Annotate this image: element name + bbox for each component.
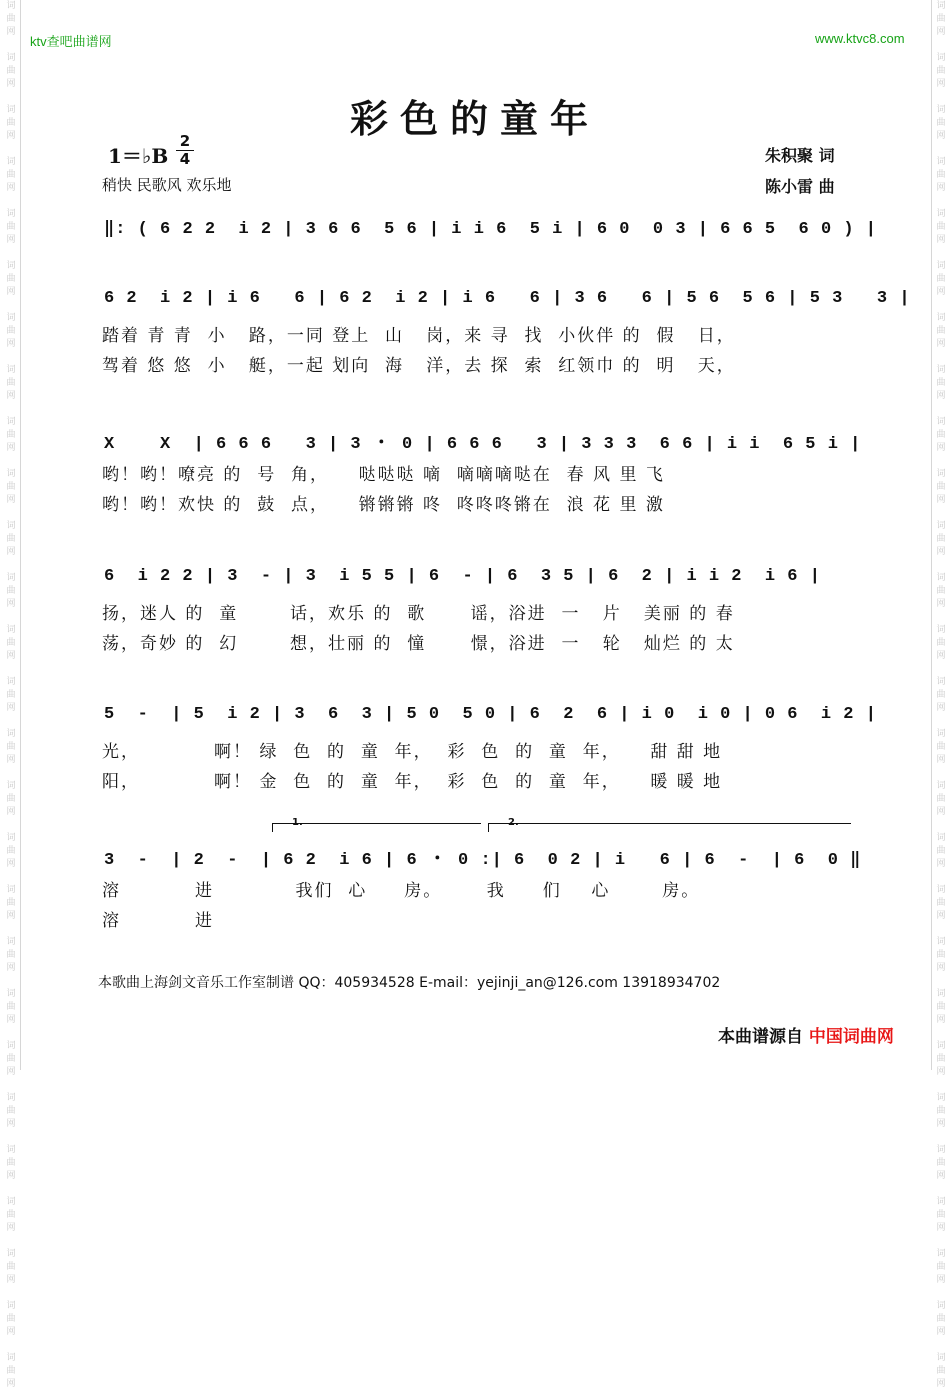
- source-site-link[interactable]: 中国词曲网: [808, 1027, 894, 1047]
- score-notes-system-6: 3 - | 2 - | 6 2 i 6 | 6 ・ 0 :| 6 0 2 | i 6 | 6 - | 6 0 ‖: [104, 851, 862, 870]
- score-notes-system-3: X X | 6 6 6 3 | 3 ・ 0 | 6 6 6 3 | 3 3 3 6 6 | i i 6 5 i |: [104, 435, 862, 454]
- right-side-watermark: 词 曲 网 词 曲 网 词 曲 网 词 曲 网 词 曲 网 词 曲 网 词 曲 网 词 曲 网 词 曲 网 词 曲 网 词 曲 网 词 曲 网 词 曲 网 词 曲 网 词 曲 网 词 曲 网 词 曲 网 词 曲 网 词 曲 网 词 曲 网 词 曲 网 词 曲 网 词 曲 网 词 曲 网 词 曲 网 词 曲 网 词 曲 网: [936, 1, 946, 1389]
- key-signature: 1＝♭B: [108, 144, 169, 168]
- meter-bottom: 4: [179, 150, 191, 168]
- volta-number-2: 2.: [508, 817, 519, 828]
- volta-number-1: 1.: [292, 817, 303, 828]
- site-watermark-right[interactable]: www.ktvc8.com: [815, 31, 905, 46]
- lyrics-verse1-system-5: 光， 啊！ 绿 色 的 童 年， 彩 色 的 童 年， 甜 甜 地: [102, 742, 723, 762]
- lyrics-verse2-system-6: 溶 进: [102, 911, 215, 931]
- score-notes-system-1: ‖: ( 6 2 2 i 2 | 3 6 6 5 6 | i i 6 5 i | 6 0 0 3 | 6 6 5 6 0 ) |: [104, 220, 877, 239]
- lyrics-verse2-system-3: 哟！哟！欢快 的 鼓 点， 锵锵锵 咚 咚咚咚锵在 浪 花 里 激: [102, 495, 665, 515]
- lyrics-verse2-system-5: 阳， 啊！ 金 色 的 童 年， 彩 色 的 童 年， 暖 暖 地: [102, 772, 723, 792]
- song-title: 彩色的童年: [349, 96, 600, 141]
- volta-bracket-2: [488, 823, 851, 832]
- lyrics-verse2-system-4: 荡，奇妙 的 幻 想，壮丽 的 憧 憬，浴进 一 轮 灿烂 的 太: [102, 634, 735, 654]
- lyrics-verse1-system-3: 哟！哟！嘹亮 的 号 角， 哒哒哒 嘀 嘀嘀嘀哒在 春 风 里 飞: [102, 465, 665, 485]
- right-border-line: [931, 0, 932, 1070]
- site-watermark-left[interactable]: ktv查吧曲谱网: [30, 34, 112, 49]
- lyrics-verse1-system-2: 踏着 青 青 小 路，一同 登上 山 岗，来 寻 找 小伙伴 的 假 日，: [102, 326, 736, 346]
- lyrics-verse2-system-2: 驾着 悠 悠 小 艇，一起 划向 海 洋，去 探 索 红领巾 的 明 天，: [102, 356, 736, 376]
- score-notes-system-2: 6 2 i 2 | i 6 6 | 6 2 i 2 | i 6 6 | 3 6 6 | 5 6 5 6 | 5 3 3 |: [104, 289, 911, 308]
- volta-bracket-1: [272, 823, 481, 832]
- time-signature: [176, 134, 194, 167]
- source-label: 本曲谱源自: [718, 1027, 803, 1047]
- meter-top: 2: [179, 132, 191, 150]
- composer-credit: 陈小雷 曲: [765, 177, 835, 196]
- left-border-line: [20, 0, 21, 1070]
- lyrics-verse1-system-4: 扬，迷人 的 童 话，欢乐 的 歌 谣，浴进 一 片 美丽 的 春: [102, 604, 735, 624]
- lyrics-verse1-system-6: 溶 进 我们 心 房。 我 们 心 房。: [102, 881, 701, 901]
- score-notes-system-5: 5 - | 5 i 2 | 3 6 3 | 5 0 5 0 | 6 2 6 | i 0 i 0 | 0 6 i 2 |: [104, 705, 877, 724]
- transcription-credit: 本歌曲上海剑文音乐工作室制谱 QQ：405934528 E-mail：yejinji_an@126.com 13918934702: [98, 975, 721, 991]
- source-attribution: [718, 1022, 894, 1047]
- tempo-marking: 稍快 民歌风 欢乐地: [102, 176, 232, 194]
- left-side-watermark: 词 曲 网 词 曲 网 词 曲 网 词 曲 网 词 曲 网 词 曲 网 词 曲 网 词 曲 网 词 曲 网 词 曲 网 词 曲 网 词 曲 网 词 曲 网 词 曲 网 词 曲 网 词 曲 网 词 曲 网 词 曲 网 词 曲 网 词 曲 网 词 曲 网 词 曲 网 词 曲 网 词 曲 网 词 曲 网 词 曲 网 词 曲 网: [6, 1, 16, 1389]
- score-notes-system-4: 6 i 2 2 | 3 - | 3 i 5 5 | 6 - | 6 3 5 | 6 2 | i i 2 i 6 |: [104, 567, 821, 586]
- lyricist-credit: 朱积聚 词: [765, 146, 835, 165]
